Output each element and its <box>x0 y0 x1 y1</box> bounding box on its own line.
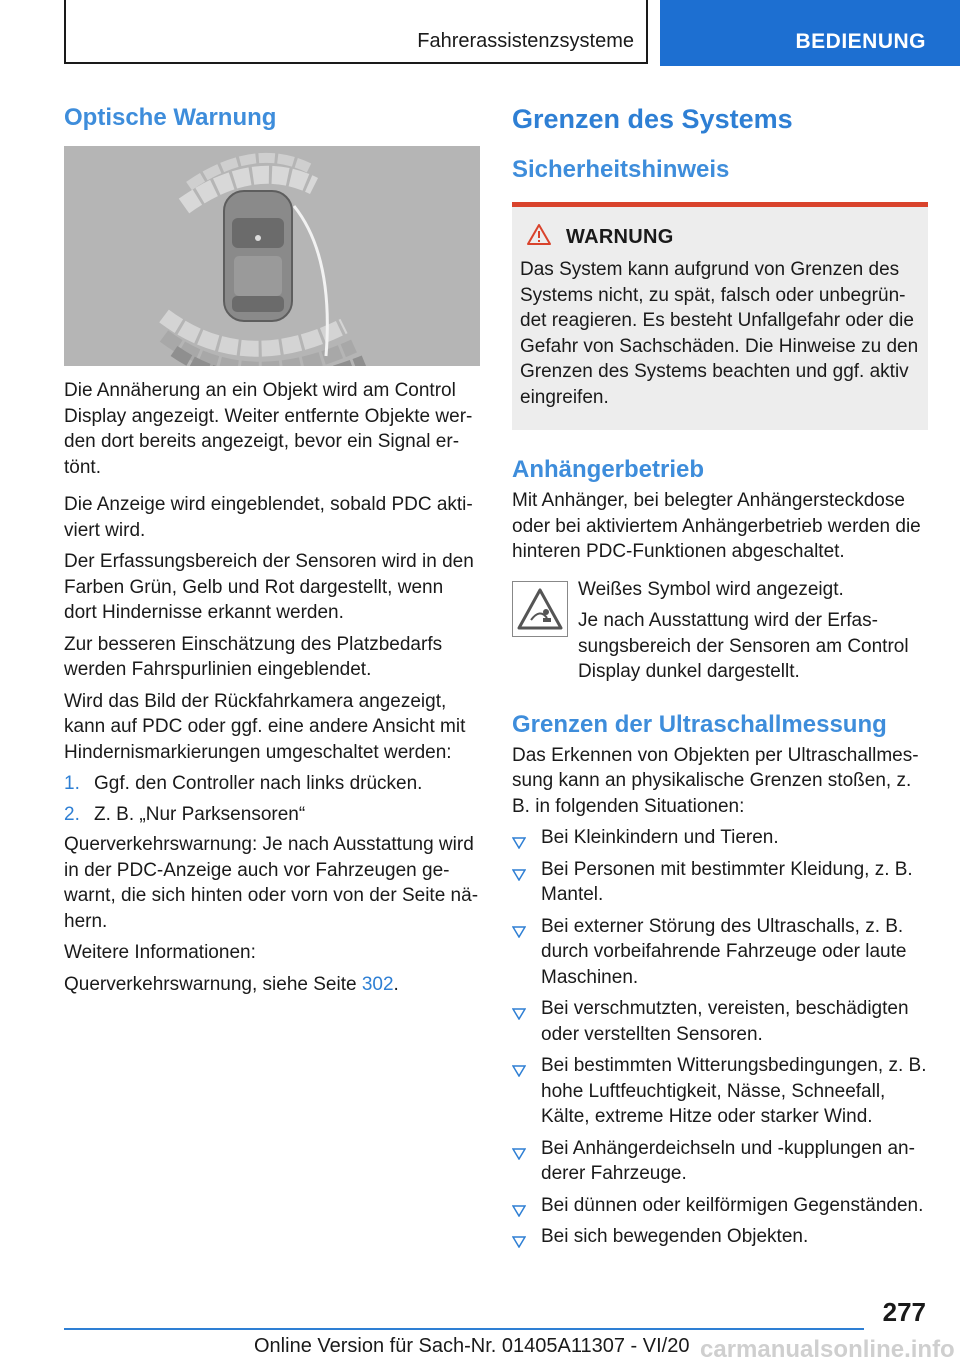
step-text: Ggf. den Controller nach links drücken. <box>94 773 423 794</box>
left-column <box>64 100 480 997</box>
steps-list <box>64 771 480 827</box>
warning-triangle-icon <box>526 223 552 251</box>
watermark: carmanualsonline.info <box>700 1336 955 1363</box>
symbol-description-2: Je nach Ausstattung wird der Erfassungsbereich der Sensoren am Control Display dunkel dargestellt. <box>578 610 909 682</box>
list-item-text: Bei Personen mit bestimmter Kleidung, z. B. Mantel. <box>541 858 913 905</box>
bullet-triangle-icon <box>512 1230 526 1256</box>
section-heading-optische-warnung: Optische Warnung <box>64 104 277 131</box>
list-item-text: Bei externer Störung des Ultraschalls, z. B. durch vorbeifahrende Fahrzeuge oder laute Maschinen. <box>541 915 907 988</box>
header-section-title: Fahrerassistenzsysteme <box>417 30 634 52</box>
list-item <box>512 825 928 851</box>
chapter-tab[interactable] <box>660 0 960 66</box>
subheading-anhaengerbetrieb: Anhängerbetrieb <box>512 456 705 483</box>
footer-divider <box>64 1328 864 1330</box>
paragraph: Zur besseren Einschätzung des Platzbedarfs werden Fahrspurlinien eingeblendet. <box>64 633 443 680</box>
right-column <box>512 100 928 1256</box>
bullet-triangle-icon <box>512 1199 526 1225</box>
list-item <box>64 771 480 797</box>
list-item <box>512 1193 928 1219</box>
step-text: Z. B. „Nur Parksensoren“ <box>94 803 306 825</box>
trailer-warning-symbol-icon <box>512 581 568 637</box>
list-item-text: Bei Kleinkindern und Tieren. <box>541 827 779 848</box>
list-item <box>512 1053 928 1130</box>
paragraph: Die Anzeige wird eingeblendet, sobald PDC aktiviert wird. <box>64 494 473 541</box>
header-section-box <box>64 0 648 64</box>
page-number: 277 <box>882 1297 926 1327</box>
bullet-triangle-icon <box>512 1002 526 1028</box>
paragraph: Querverkehrswarnung: Je nach Ausstattung wird in der PDC-Anzeige auch vor Fahrzeugen gewarnt, die sich hinten oder vorn von der Seite nähern. <box>64 834 479 932</box>
paragraph: Das Erkennen von Objekten per Ultraschallmessung kann an physikalische Grenzen stoßen, z. B. in folgenden Situationen: <box>512 744 919 817</box>
chapter-tab-label: BEDIENUNG <box>795 30 926 53</box>
list-item-text: Bei verschmutzten, vereisten, beschädigten oder verstellten Sensoren. <box>541 998 909 1045</box>
bullet-triangle-icon <box>512 863 526 889</box>
cross-reference <box>64 972 480 998</box>
bullet-triangle-icon <box>512 1142 526 1168</box>
list-item-text: Bei bestimmten Witterungsbedingungen, z. B. hohe Luftfeuchtigkeit, Nässe, Schneefall, Kälte, extreme Hitze oder starker Wind. <box>541 1055 927 1127</box>
list-item <box>512 914 928 991</box>
warning-box <box>512 202 928 430</box>
list-item-text: Bei dünnen oder keilförmigen Gegenständen. <box>541 1194 924 1216</box>
list-item-text: Bei Anhängerdeichseln und -kupplungen anderer Fahrzeuge. <box>541 1137 915 1184</box>
page-link-302[interactable]: 302 <box>361 973 394 995</box>
more-info-label: Weitere Informationen: <box>64 942 256 963</box>
section-heading-grenzen: Grenzen des Systems <box>512 104 793 134</box>
list-item <box>512 857 928 908</box>
symbol-description: Weißes Symbol wird angezeigt. <box>578 578 844 600</box>
bullet-triangle-icon <box>512 920 526 946</box>
list-item <box>512 1224 928 1250</box>
list-item <box>512 996 928 1047</box>
ref-text: Querverkehrswarnung, siehe Seite <box>64 973 362 995</box>
subheading-sicherheitshinweis: Sicherheitshinweis <box>512 156 730 183</box>
list-item-text: Bei sich bewegenden Objekten. <box>541 1226 809 1247</box>
warning-title: WARNUNG <box>566 225 674 248</box>
trailer-symbol-row <box>512 577 928 685</box>
paragraph: Wird das Bild der Rückfahrkamera angezeigt, kann auf PDC oder ggf. eine andere Ansicht mit Hindernismarkierungen umgeschaltet werden: <box>64 690 466 763</box>
warning-text: Das System kann aufgrund von Grenzen des Systems nicht, zu spät, falsch oder unbegründet reagieren. Es besteht Unfallgefahr oder die Gefahr von Sachschäden. Die Hinweise zu den Grenzen des Systems beachten und ggf. aktiv eingreifen. <box>520 259 919 408</box>
paragraph: Mit Anhänger, bei belegter Anhängersteckdose oder bei aktiviertem Anhängerbetrieb werden die hinteren PDC-Funktionen abgeschaltet. <box>512 490 921 562</box>
paragraph: Die Annäherung an ein Objekt wird am Control Display angezeigt. Weiter entfernte Objekte werden dort bereits angezeigt, bevor ein Signal ertönt. <box>64 380 473 478</box>
step-number: 1. <box>64 773 80 794</box>
paragraph: Der Erfassungsbereich der Sensoren wird in den Farben Grün, Gelb und Rot dargestellt, wenn dort Hindernisse erkannt werden. <box>64 551 474 623</box>
pdc-parking-sensor-display-illustration <box>64 146 480 366</box>
list-item <box>64 802 480 828</box>
bullet-triangle-icon <box>512 831 526 857</box>
bullet-triangle-icon <box>512 1059 526 1085</box>
limitations-list <box>512 825 928 1250</box>
ref-end: . <box>393 973 399 995</box>
subheading-ultraschall: Grenzen der Ultraschallmessung <box>512 710 887 738</box>
pdc-illustration <box>64 146 480 366</box>
footer-online-version: Online Version für Sach-Nr. 01405A11307 - VI/20 <box>254 1335 690 1357</box>
list-item <box>512 1136 928 1187</box>
step-number: 2. <box>64 803 80 825</box>
